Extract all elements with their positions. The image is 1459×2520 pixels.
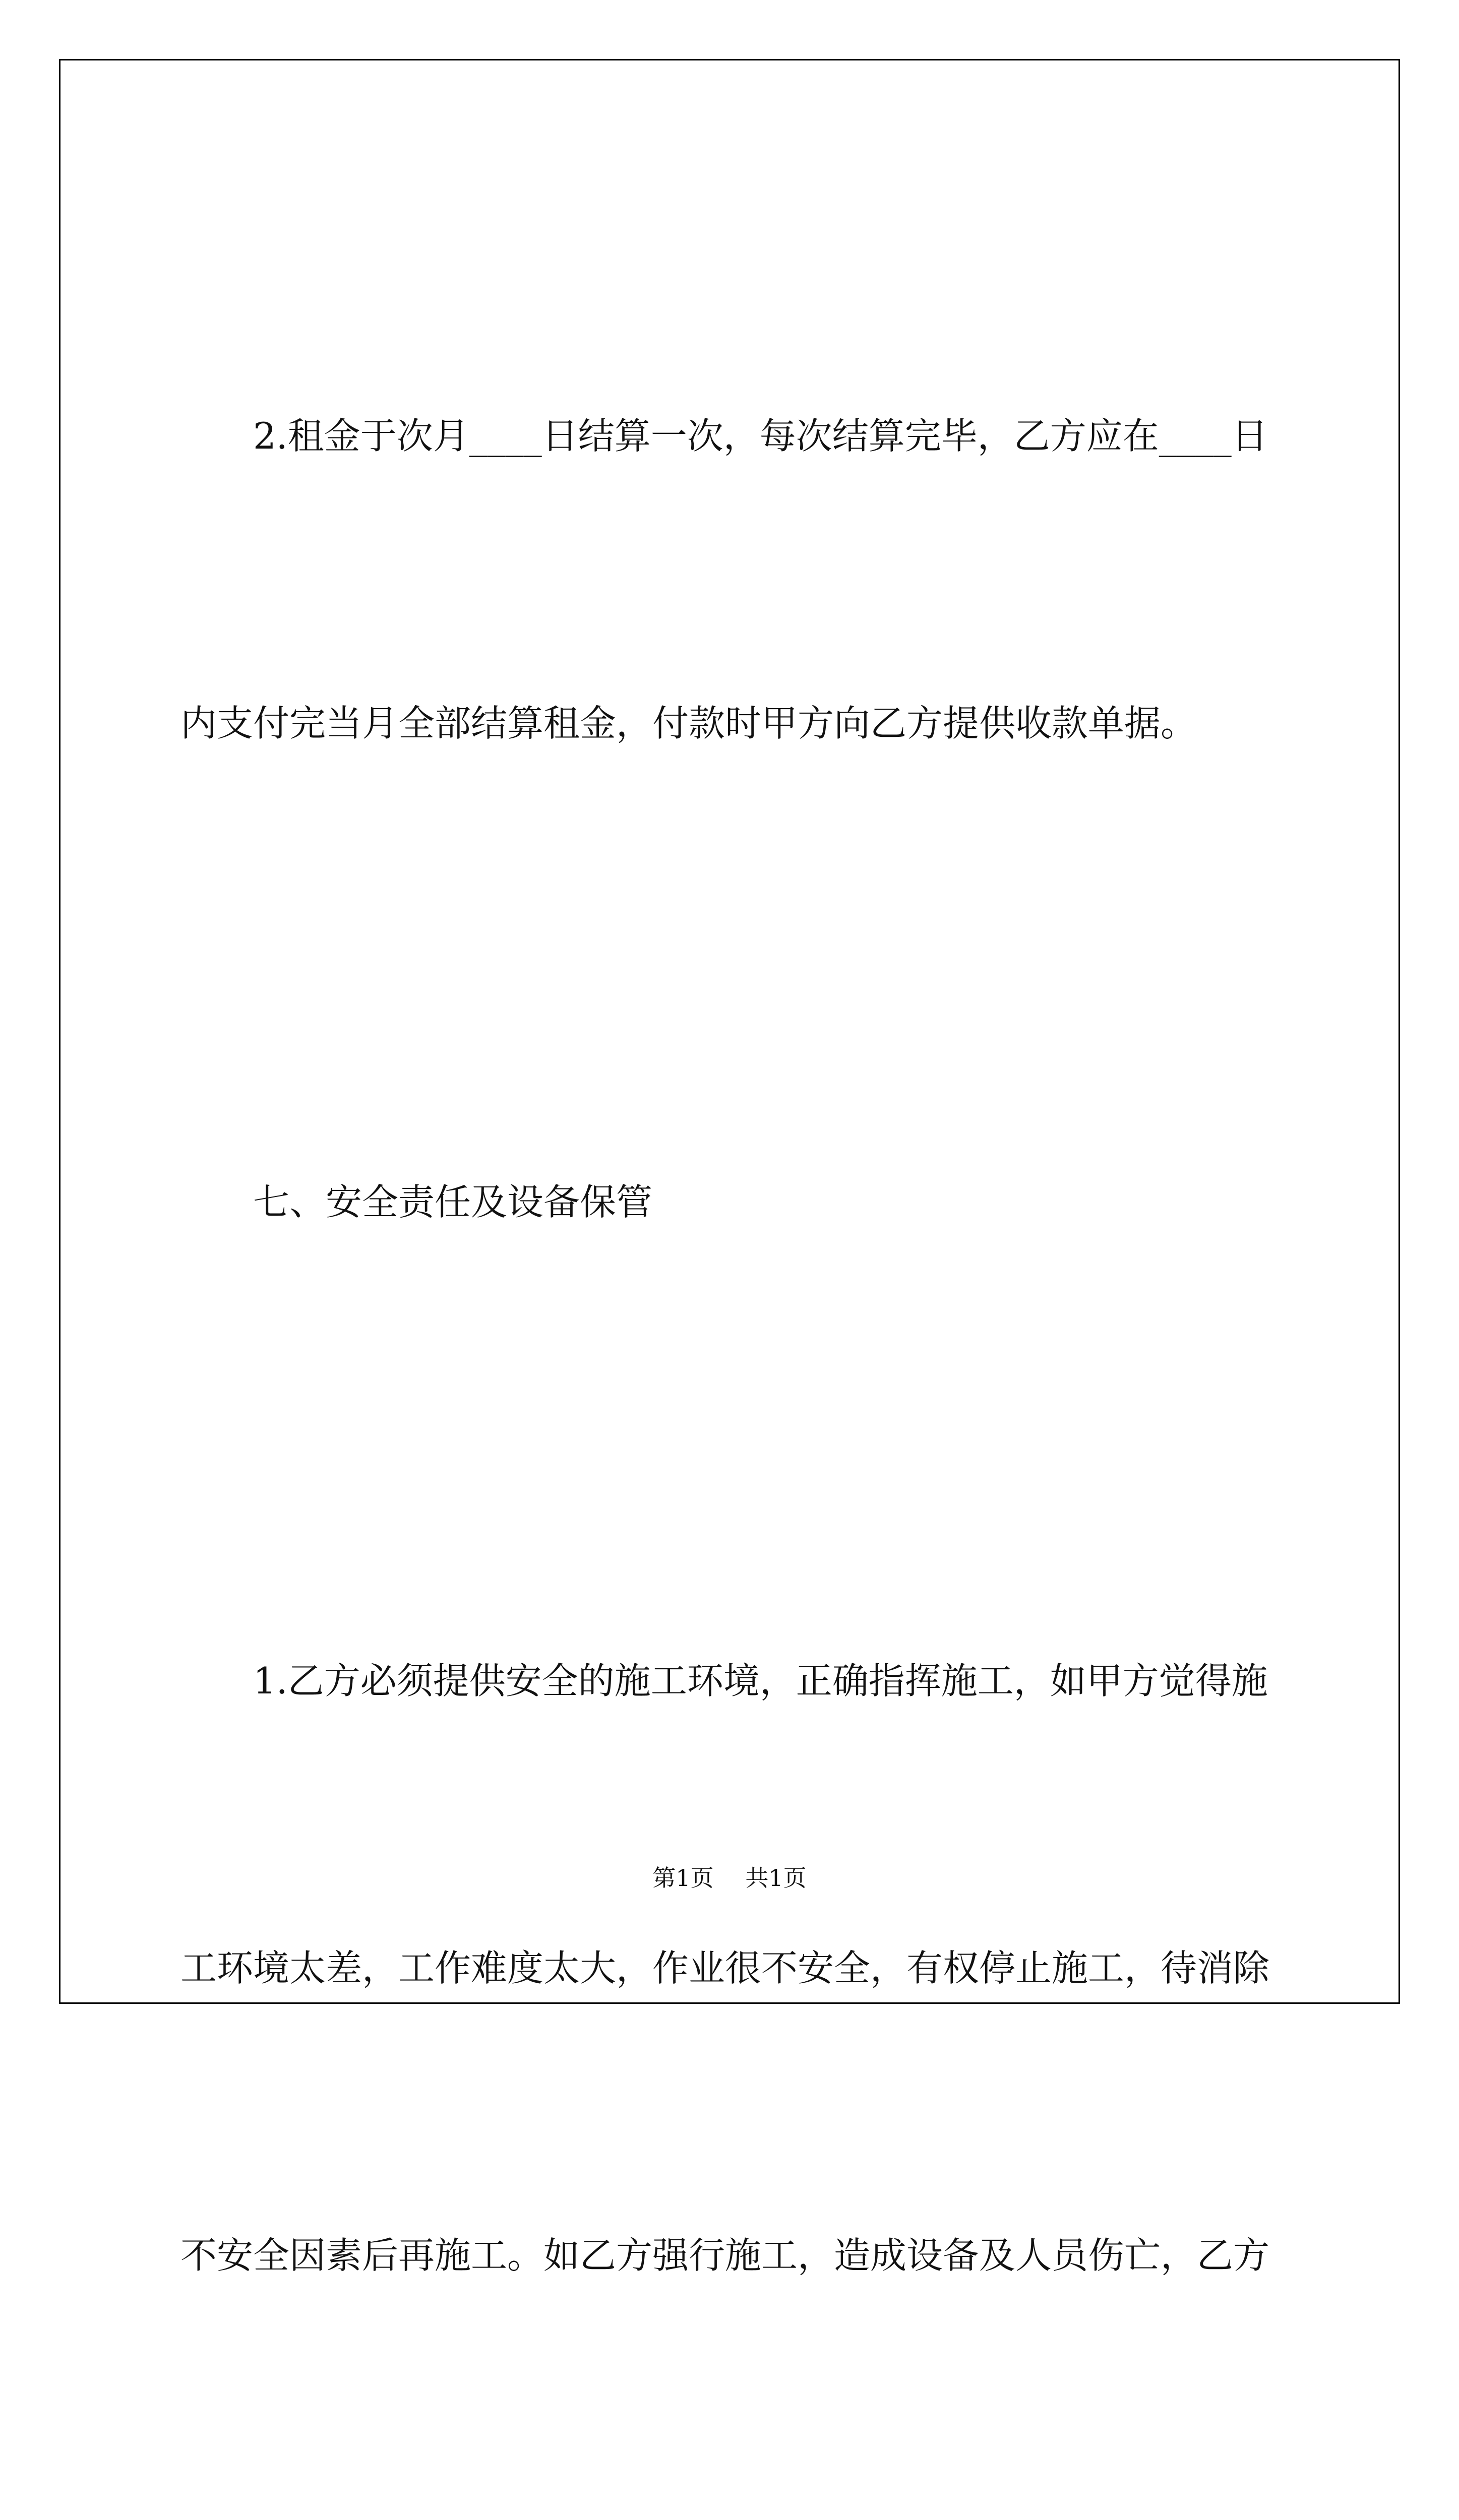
section-heading-safety — [180, 963, 1280, 1441]
text-line: 工环境太差，工作难度太大，作业很不安全，有权停止施工，待消除 — [180, 1947, 1270, 1989]
text-line: 不安全因素后再施工。如乙方强行施工，造成设备及人员伤亡，乙方 — [180, 2234, 1270, 2277]
text-line — [180, 2495, 1280, 2520]
text-line: 内支付完当月全部结算租金，付款时甲方向乙方提供收款单据。 — [180, 702, 1197, 744]
text-line: 1.乙方必须提供安全的施工环境，正确指挥施工，如甲方觉得施 — [253, 1660, 1268, 1702]
page-footer — [0, 1860, 1459, 1893]
paragraph-rent-settlement — [180, 197, 1280, 963]
paragraph-safety-1 — [180, 1441, 1280, 2520]
page-number-total: 共1页 — [745, 1864, 807, 1892]
text-line: 2.租金于次月____日结算一次，每次结算完毕，乙方应在____日 — [253, 415, 1268, 457]
document-body — [180, 197, 1280, 2520]
page-number-current: 第1页 — [652, 1864, 714, 1892]
text-line: 七、安全责任及设备保管 — [253, 1181, 653, 1223]
